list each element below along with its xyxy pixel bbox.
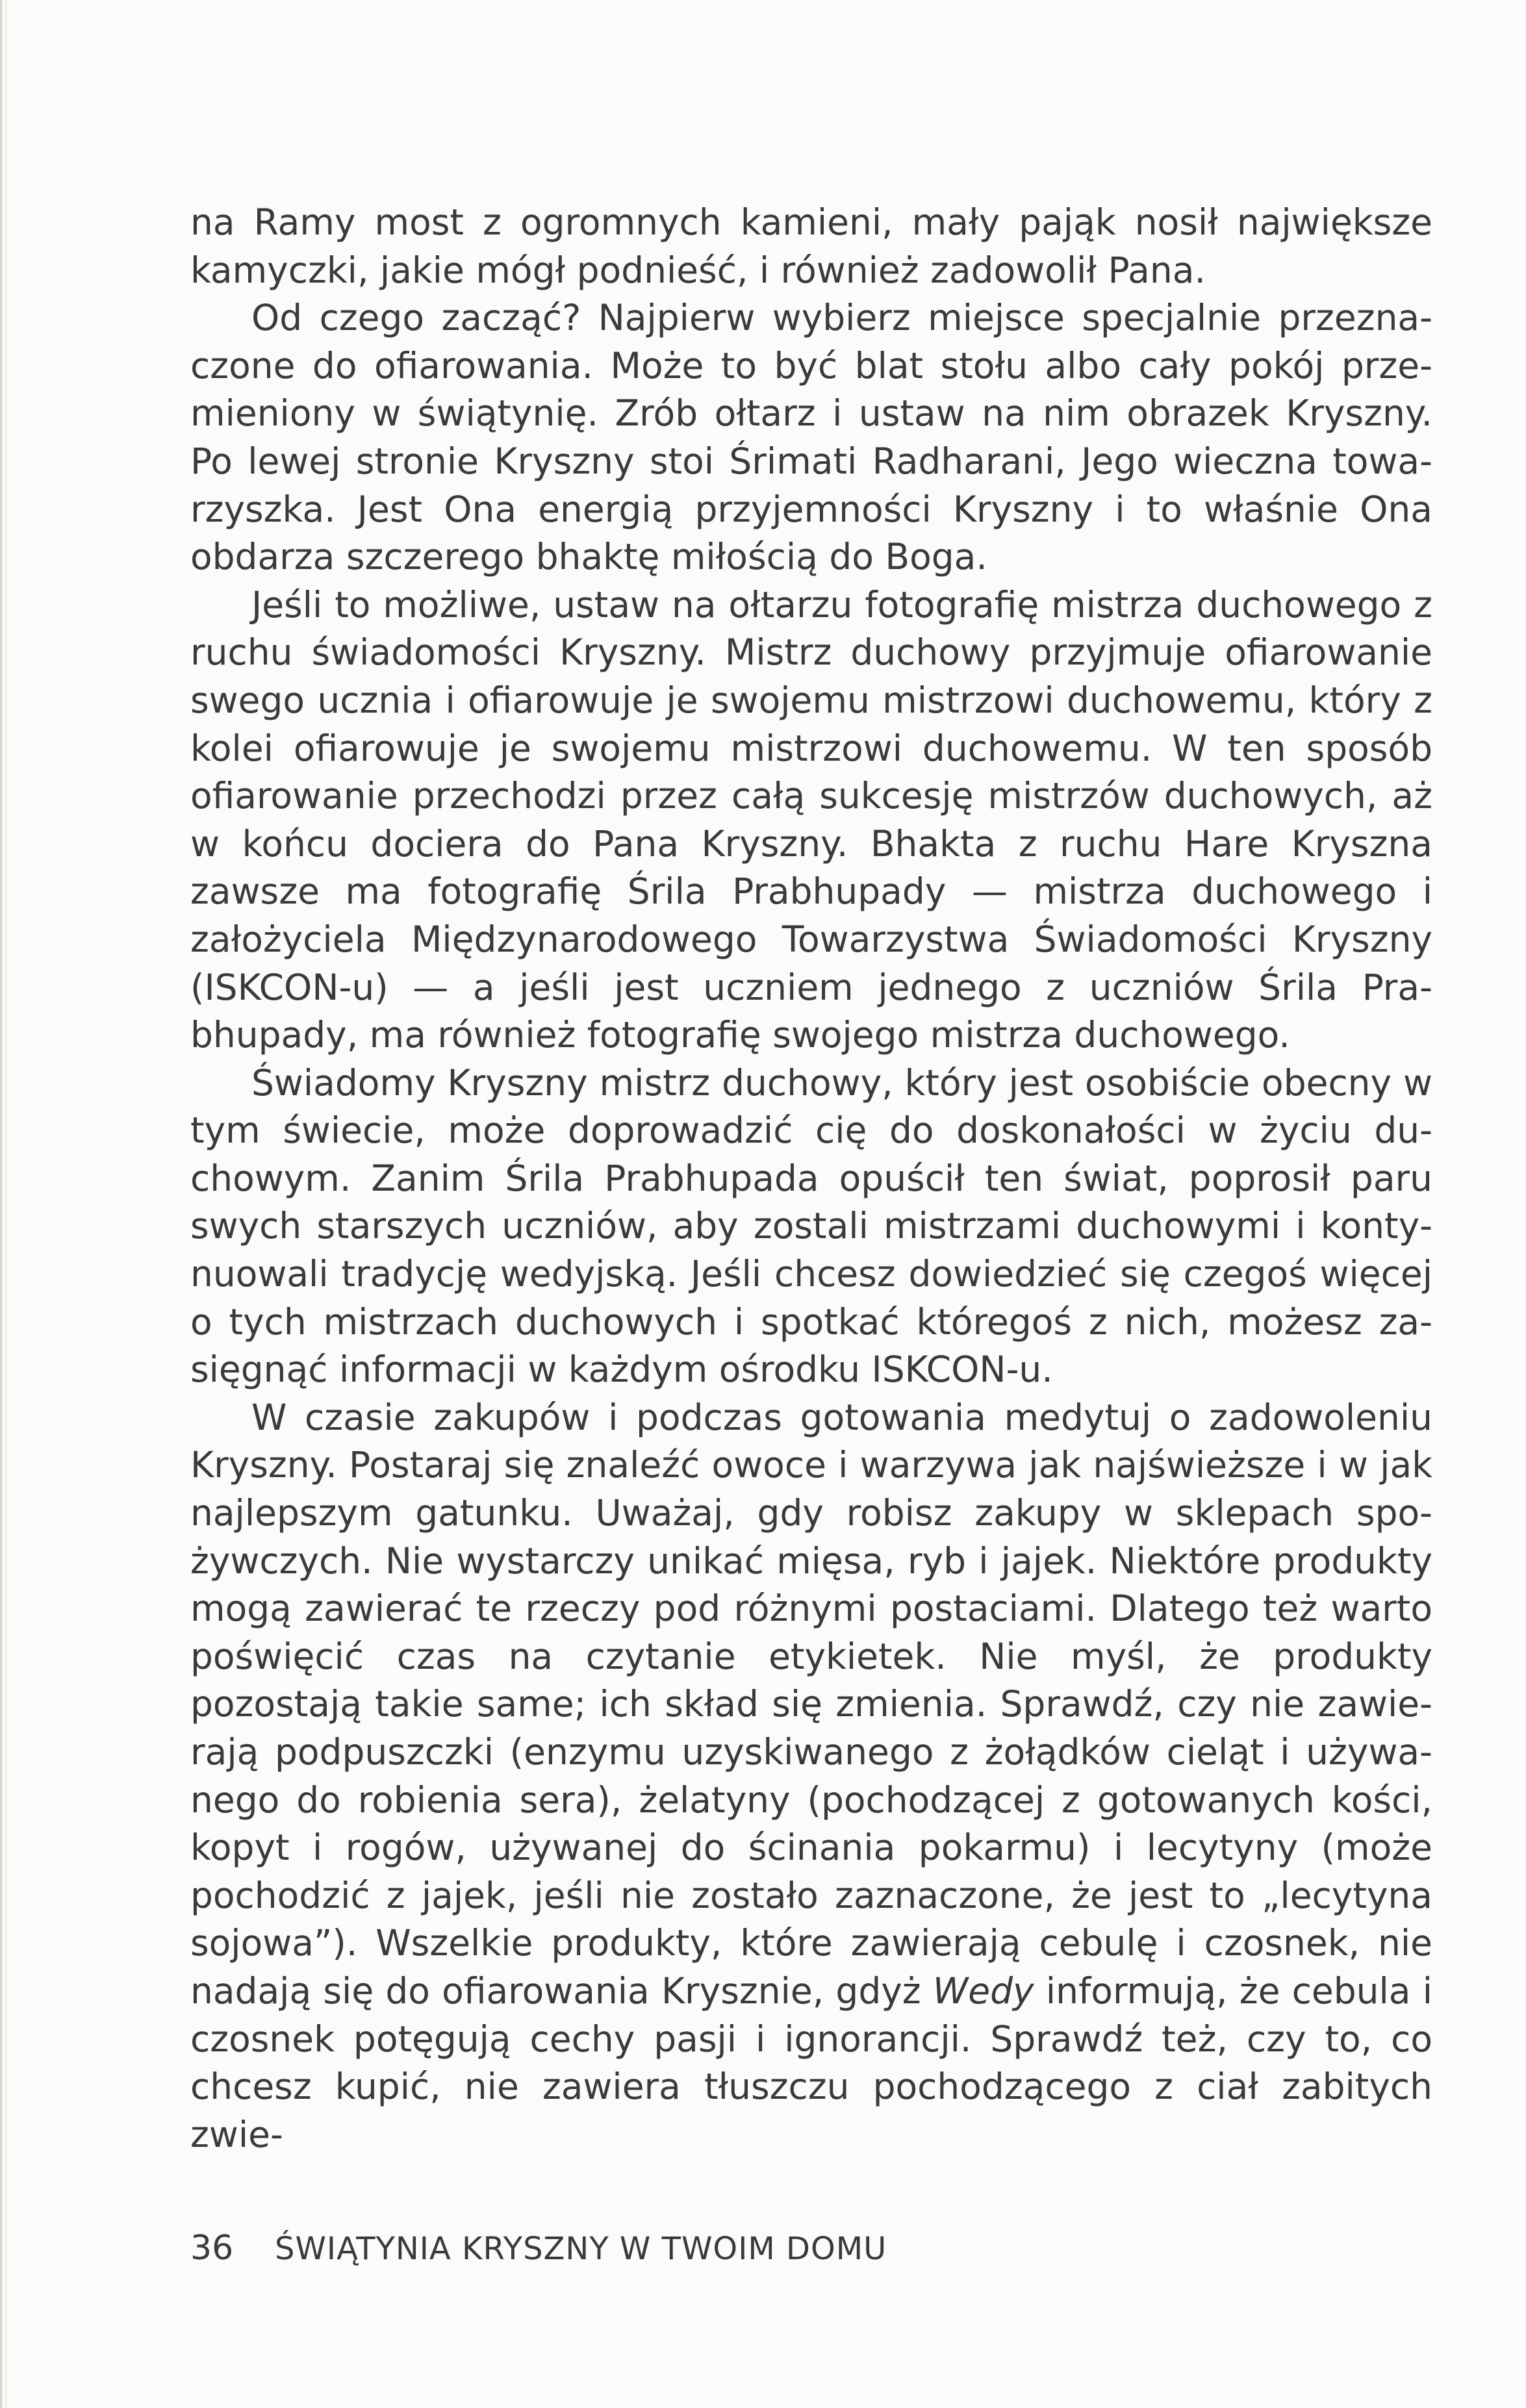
paragraph-4: Świadomy Kryszny mistrz duchowy, który jest osobiście obecny w tym świecie, może doprowadzić cię do doskonałości w życiu duchowym. Zanim Śrila Prabhupada opuścił ten świat, poprosił paru swych starszych uczniów, aby zostali mistrzami duchowymi i kontynuowali tradycję wedyjską. Jeśli chcesz dowiedzieć się czegoś więcej o tych mistrzach duchowych i spotkać któregoś z nich, możesz zasięgnąć informacji w każdym ośrodku ISKCON-u. — [190, 1061, 1432, 1391]
paragraph-1: na Ramy most z ogromnych kamieni, mały pająk nosił największe kamyczki, jakie mógł podnieść, i również zadowolił Pana. — [190, 201, 1432, 291]
paragraph-5-italic-term: Wedy — [932, 1970, 1034, 2012]
body-text — [190, 199, 1432, 2159]
binding-edge — [0, 0, 13, 2408]
page-footer — [190, 2229, 887, 2268]
paragraph-5-part-1: W czasie zakupów i podczas gotowania medytuj o zadowoleniu Kryszny. Postaraj się znaleźć owoce i warzywa jak najświeższe i w jak najlepszym gatunku. Uważaj, gdy robisz zakupy w sklepach spożywczych. Nie wystarczy unikać mięsa, ryb i jajek. Niektóre produkty mogą zawierać te rzeczy pod różnymi postaciami. Dlatego też warto poświęcić czas na czytanie etykietek. Nie myśl, że produkty pozostają takie same; ich skład się zmienia. Sprawdź, czy nie zawierają podpuszczki (enzymu uzyskiwanego z żołądków cieląt i używanego do robienia sera), żelatyny (pochodzącej z gotowanych kości, kopyt i rogów, używanej do ścinania pokarmu) i lecytyny (może pochodzić z jajek, jeśli nie zostało zaznaczone, że jest to „lecytyna sojowa”). Wszelkie produkty, które zawierają cebulę i czosnek, nie nadają się do ofiarowania Krysznie, gdyż — [190, 1396, 1432, 2012]
paragraph-2: Od czego zacząć? Najpierw wybierz miejsce specjalnie przeznaczone do ofiarowania. Może to być blat stołu albo cały pokój przemieniony w świątynię. Zrób ołtarz i ustaw na nim obrazek Kryszny. Po lewej stronie Kryszny stoi Śrimati Radharani, Jego wieczna towarzyszka. Jest Ona energią przyjemności Kryszny i to właśnie Ona obdarza szczerego bhaktę miłością do Boga. — [190, 297, 1432, 578]
paragraph-5-part-2: informują, że cebula i czosnek potęgują cechy pasji i ignorancji. Sprawdź też, czy to, co chcesz kupić, nie zawiera tłuszczu pochodzącego z ciał zabitych zwie- — [190, 1970, 1432, 2155]
paragraph-5 — [190, 1394, 1432, 2159]
page-body — [190, 199, 1432, 2159]
page-number: 36 — [190, 2229, 234, 2268]
running-title: ŚWIĄTYNIA KRYSZNY W TWOIM DOMU — [275, 2231, 887, 2267]
paragraph-3: Jeśli to możliwe, ustaw na ołtarzu fotografię mistrza duchowego z ruchu świadomości Kryszny. Mistrz duchowy przyjmuje ofiarowanie swego ucznia i ofiarowuje je swojemu mistrzowi duchowemu, który z kolei ofiarowuje je swojemu mistrzowi duchowemu. W ten sposób ofiarowanie przechodzi przez całą sukcesję mistrzów duchowych, aż w końcu dociera do Pana Kryszny. Bhakta z ruchu Hare Kryszna zawsze ma fotografię Śrila Prabhupady — mistrza duchowego i założyciela Międzynarodowego Towarzystwa Świadomości Kryszny (ISKCON-u) — a jeśli jest uczniem jednego z uczniów Śrila Prabhupady, ma również fotografię swojego mistrza duchowego. — [190, 583, 1432, 1056]
